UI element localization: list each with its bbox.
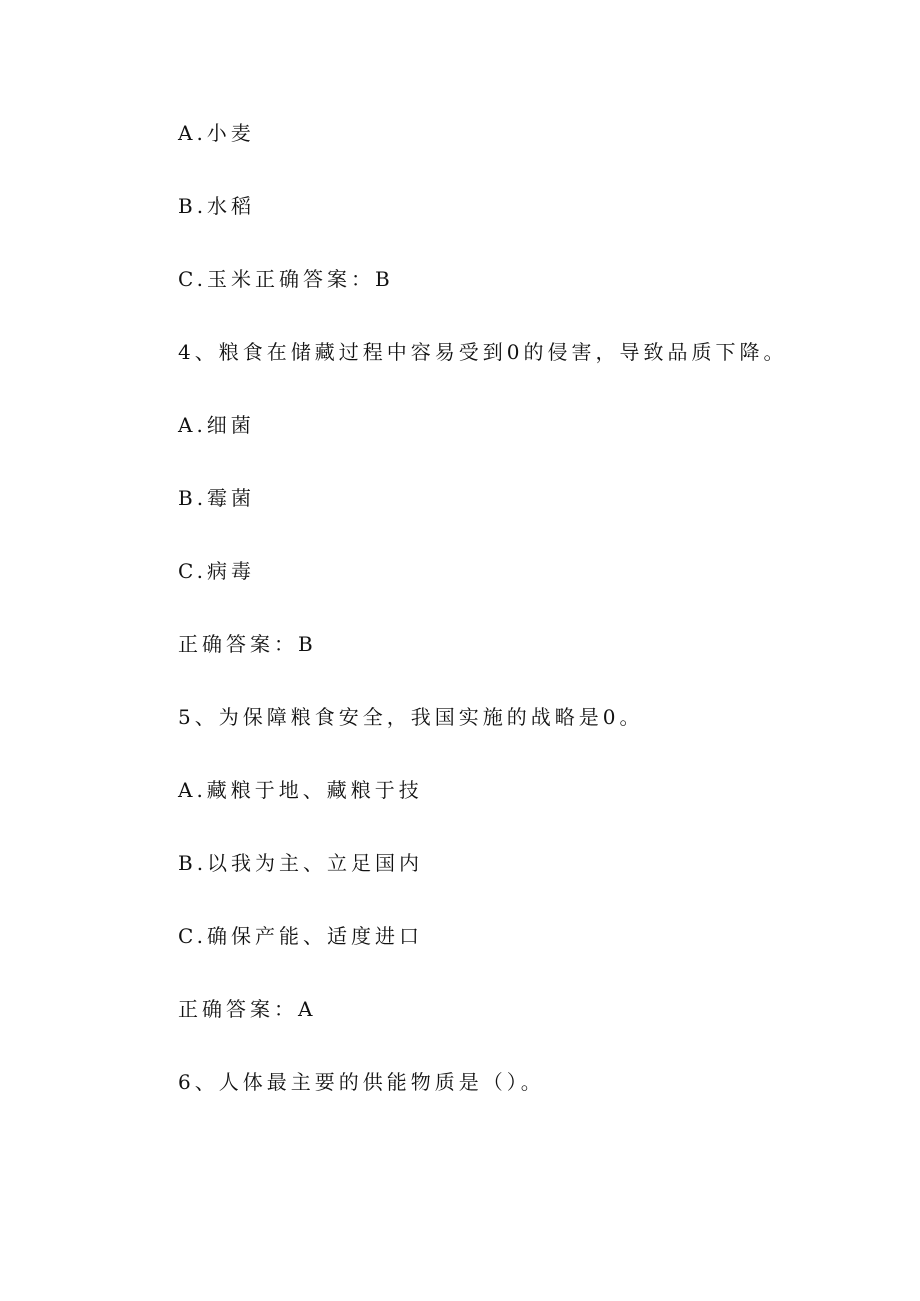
option-a-bacteria: A.细菌	[178, 413, 255, 437]
answer-4: 正确答案：B	[178, 632, 317, 656]
question-6: 6、人体最主要的供能物质是（）。	[178, 1070, 545, 1094]
option-c-strategy: C.确保产能、适度进口	[178, 924, 423, 948]
answer-5: 正确答案：A	[178, 997, 317, 1021]
option-b-mold: B.霉菌	[178, 486, 256, 510]
question-4: 4、粮食在储藏过程中容易受到0的侵害，导致品质下降。	[178, 340, 788, 364]
option-a-strategy: A.藏粮于地、藏粮于技	[178, 778, 423, 802]
option-b-rice: B.水稻	[178, 194, 256, 218]
option-a-wheat: A.小麦	[178, 121, 255, 145]
question-5: 5、为保障粮食安全，我国实施的战略是0。	[178, 705, 644, 729]
option-c-virus: C.病毒	[178, 559, 255, 583]
option-c-corn-with-answer: C.玉米正确答案：B	[178, 267, 394, 291]
option-b-strategy: B.以我为主、立足国内	[178, 851, 424, 875]
